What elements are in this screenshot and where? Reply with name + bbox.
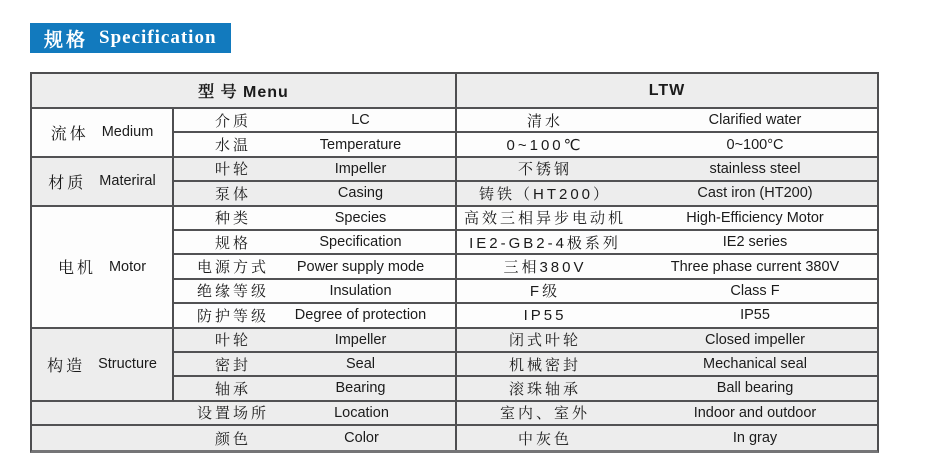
cell-cn-value: F级 <box>457 280 653 304</box>
section-title-cn: 规格 <box>44 29 89 51</box>
group-material <box>32 158 174 207</box>
section-title <box>30 23 231 53</box>
group-medium-en: Medium <box>101 124 154 141</box>
cell-cn-label: 叶轮 <box>174 329 292 353</box>
cell-cn-label: 种类 <box>174 207 292 231</box>
cell-en-label: Casing <box>292 182 457 206</box>
group-structure-en: Structure <box>98 356 157 373</box>
cell-en-value: High-Efficiency Motor <box>653 207 877 231</box>
cell-cn-value: 不锈钢 <box>457 158 653 182</box>
group-material-cn: 材质 <box>48 174 87 192</box>
group-motor <box>32 207 174 329</box>
group-material-en: Materiral <box>99 173 156 190</box>
cell-cn-value: 高效三相异步电动机 <box>457 207 653 231</box>
cell-en-value: Mechanical seal <box>653 353 877 377</box>
cell-en-value: Indoor and outdoor <box>653 402 877 426</box>
cell-cn-value: 0~100℃ <box>457 133 653 157</box>
cell-cn-label: 规格 <box>174 231 292 255</box>
group-medium-cn: 流体 <box>50 125 89 143</box>
table-header-menu: 型 号 Menu <box>32 74 457 109</box>
row-location-labels <box>32 402 457 426</box>
group-medium <box>32 109 174 158</box>
cell-en-value: 0~100°C <box>653 133 877 157</box>
group-structure-cn: 构造 <box>47 357 86 375</box>
cell-cn-label: 介质 <box>174 109 292 133</box>
cell-cn-value: 滚珠轴承 <box>457 377 653 401</box>
row-color-labels <box>32 426 457 450</box>
cell-cn-value: 机械密封 <box>457 353 653 377</box>
cell-en-value: Closed impeller <box>653 329 877 353</box>
cell-cn-label: 水温 <box>174 133 292 157</box>
cell-cn-label: 绝缘等级 <box>174 280 292 304</box>
cell-en-label: Power supply mode <box>292 255 457 279</box>
cell-cn-label: 电源方式 <box>174 255 292 279</box>
cell-cn-label: 轴承 <box>174 377 292 401</box>
cell-en-value: Three phase current 380V <box>653 255 877 279</box>
cell-cn-label: 泵体 <box>174 182 292 206</box>
cell-en-label: Specification <box>292 231 457 255</box>
cell-en-value: In gray <box>653 426 877 450</box>
cell-cn-label: 颜色 <box>214 430 251 448</box>
cell-en-value: Ball bearing <box>653 377 877 401</box>
cell-en-label: Species <box>292 207 457 231</box>
cell-cn-value: 中灰色 <box>457 426 653 450</box>
cell-cn-value: 清水 <box>457 109 653 133</box>
cell-cn-value: IP55 <box>457 304 653 328</box>
section-title-en: Specification <box>99 27 217 48</box>
cell-cn-label: 密封 <box>174 353 292 377</box>
cell-cn-value: 室内、室外 <box>457 402 653 426</box>
cell-en-value: Cast iron (HT200) <box>653 182 877 206</box>
group-structure <box>32 329 174 402</box>
group-motor-en: Motor <box>108 258 147 275</box>
cell-en-label: Impeller <box>292 329 457 353</box>
cell-cn-value: 闭式叶轮 <box>457 329 653 353</box>
cell-cn-label: 设置场所 <box>196 405 269 423</box>
cell-en-value: IE2 series <box>653 231 877 255</box>
cell-cn-label: 叶轮 <box>174 158 292 182</box>
cell-en-label: Impeller <box>292 158 457 182</box>
cell-cn-value: 三相380V <box>457 255 653 279</box>
cell-en-value: stainless steel <box>653 158 877 182</box>
cell-en-label: Location <box>334 404 389 421</box>
cell-en-value: Clarified water <box>653 109 877 133</box>
cell-en-label: Bearing <box>292 377 457 401</box>
cell-en-label: Color <box>344 430 379 447</box>
cell-en-label: Seal <box>292 353 457 377</box>
cell-cn-label: 防护等级 <box>174 304 292 328</box>
cell-en-label: Degree of protection <box>292 304 457 328</box>
group-motor-cn: 电机 <box>57 260 96 278</box>
cell-cn-value: IE2-GB2-4极系列 <box>457 231 653 255</box>
cell-en-value: IP55 <box>653 304 877 328</box>
cell-cn-value: 铸铁（HT200） <box>457 182 653 206</box>
specification-table <box>30 72 879 453</box>
cell-en-label: LC <box>292 109 457 133</box>
cell-en-label: Insulation <box>292 280 457 304</box>
table-header-model: LTW <box>457 74 877 109</box>
cell-en-value: Class F <box>653 280 877 304</box>
cell-en-label: Temperature <box>292 133 457 157</box>
